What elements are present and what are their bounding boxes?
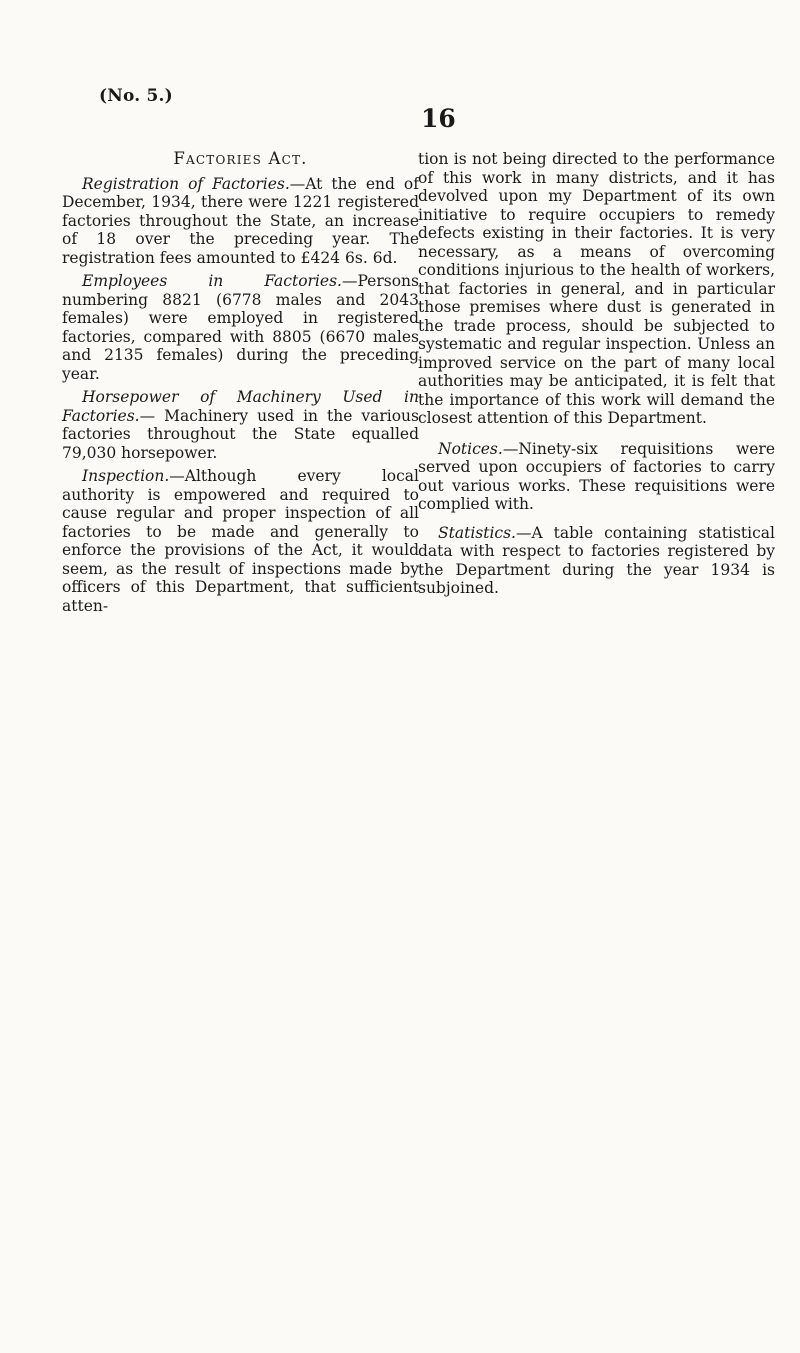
paragraph-employees (62, 272, 419, 383)
paragraph-inspection-continued: tion is not being directed to the performance of this work in many districts, and it has devolved upon my Department of its own initiative to require occupiers to remedy defects existing in their factories. It is very necessary, as a means of overcoming conditions injurious to the health of workers, that factories in general, and in particular those premises where dust is generated in the trade process, should be subjected to systematic and regular inspection. Unless an improved service on the part of many local authorities may be anticipated, it is felt that the importance of this work will demand the closest attention of this Department. (418, 150, 775, 427)
paragraph-heading: Notices. (438, 439, 503, 458)
paragraph-heading: Employees in Factories. (82, 272, 342, 290)
paragraph-inspection (62, 467, 419, 615)
paragraph-body: —Persons numbering 8821 (6778 males and 2043 females) were employed in registered factories, compared with 8805 (6670 males and 2135 females) during the preceding year. (62, 272, 419, 383)
paragraph-heading: Statistics. (438, 523, 516, 542)
left-column (62, 150, 419, 620)
paragraph-heading: Inspection. (82, 467, 170, 485)
paragraph-horsepower (62, 388, 419, 462)
paragraph-body: —Although every local authority is empowered and required to cause regular and proper inspection of all factories to be made and generally to enforce the provisions of the Act, it would seem, as the result of inspections made by officers of this Department, that sufficient atten- (62, 467, 419, 615)
document-number: (No. 5.) (99, 86, 173, 106)
paragraph-body: —Ninety-six requisitions were served upon occupiers of factories to carry out various works. These requisitions were complied with. (418, 439, 775, 513)
page-number: 16 (421, 104, 456, 133)
paragraph-body: —A table containing statistical data with respect to factories registered by the Department during the year 1934 is subjoined. (418, 523, 775, 597)
right-column (418, 150, 775, 608)
paragraph-body: — Machinery used in the various factories throughout the State equalled 79,030 horsepower. (62, 406, 419, 462)
paragraph-registration (62, 175, 419, 268)
paragraph-statistics (418, 524, 775, 598)
paragraph-body: —At the end of December, 1934, there were 1221 registered factories throughout the State, an increase of 18 over the preceding year. The registration fees amounted to £424 6s. 6d. (62, 174, 419, 267)
paragraph-heading: Registration of Factories. (82, 174, 290, 193)
section-title: Factories Act. (173, 149, 308, 168)
paragraph-notices (418, 440, 775, 514)
paragraph-heading: Horsepower of Machinery Used in Factories. (62, 388, 419, 425)
